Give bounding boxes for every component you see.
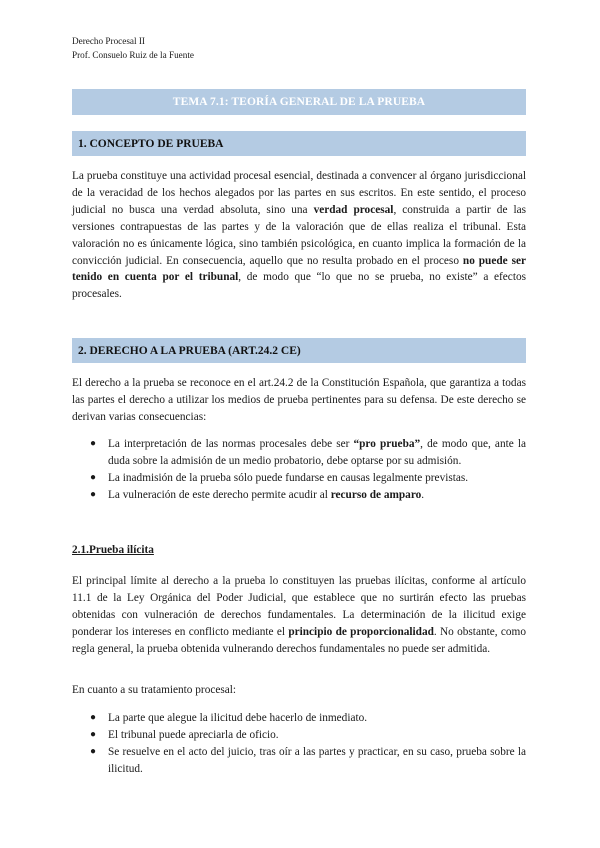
bold-term: no puede ser tenido en cuenta por el tribunal <box>72 254 526 284</box>
text-run: , construida a partir de las versiones contrapuestas de las partes y de la valoración que de ellas realiza el tribunal. Esta valoración no es únicamente lógica, sino también psicológica, en cuanto implica la formación de la convicción judicial. En consecuencia, aquello que no resulta probado en el proceso <box>72 203 527 267</box>
bullet-icon: ● <box>90 488 97 500</box>
bold-term: “pro prueba” <box>353 438 421 450</box>
section-2-bullet-list <box>72 436 526 504</box>
page-header <box>72 34 194 62</box>
section-1-heading: 1. CONCEPTO DE PRUEBA <box>72 131 526 156</box>
bold-term: principio de proporcionalidad <box>288 625 434 638</box>
bullet-icon: ● <box>90 745 97 757</box>
bold-term: verdad procesal <box>313 203 394 216</box>
text-run: La prueba constituye una actividad procesal esencial, destinada a convencer al órgano jurisdiccional de la veracidad de los hechos alegados por las partes en sus escritos. En este sentido, el proceso judicial no busca una verdad absoluta, sino una <box>72 170 526 216</box>
section-1-paragraph <box>72 168 526 303</box>
professor-name: Prof. Consuelo Ruiz de la Fuente <box>72 50 194 60</box>
list-item <box>72 470 526 487</box>
list-item <box>72 710 526 727</box>
text-run: , de modo que, ante la duda sobre la admisión de un medio probatorio, debe optarse por su admisión. <box>108 438 526 467</box>
course-name: Derecho Procesal II <box>72 36 145 46</box>
list-item <box>72 487 526 504</box>
bullet-icon: ● <box>90 728 97 740</box>
section-2-1-heading: 2.1.Prueba ilícita <box>72 544 154 556</box>
bullet-icon: ● <box>90 471 97 483</box>
bullet-icon: ● <box>90 712 97 723</box>
text-run: , de modo que “lo que no se prueba, no existe” a efectos procesales. <box>72 271 527 301</box>
text-run: El tribunal puede apreciarla de oficio. <box>108 728 279 741</box>
list-item <box>72 436 526 470</box>
text-run: El principal límite al derecho a la prueba lo constituyen las pruebas ilícitas, conforme al artículo 11.1 de la Ley Orgánica del Poder Judicial, que establece que no surtirán efecto las pruebas obtenidas con vulneración de derechos fundamentales. La determinación de la ilicitud exige ponderar los intereses en conflicto mediante el <box>72 575 526 638</box>
section-2-heading: 2. DERECHO A LA PRUEBA (ART.24.2 CE) <box>72 338 526 363</box>
list-item <box>72 727 526 744</box>
text-run: La inadmisión de la prueba sólo puede fundarse en causas legalmente previstas. <box>108 471 469 484</box>
section-2-intro: El derecho a la prueba se reconoce en el art.24.2 de la Constitución Española, que garantiza a todas las partes el derecho a utilizar los medios de prueba pertinentes para su defensa. De este derecho se derivan varias consecuencias: <box>72 377 526 423</box>
text-run: Se resuelve en el acto del juicio, tras oír a las partes y practicar, en su caso, prueba sobre la ilicitud. <box>108 745 526 775</box>
text-run: La vulneración de este derecho permite acudir al <box>108 488 331 501</box>
list-item <box>72 744 526 778</box>
treatment-intro: En cuanto a su tratamiento procesal: <box>72 684 237 696</box>
document-title: TEMA 7.1: TEORÍA GENERAL DE LA PRUEBA <box>72 89 526 115</box>
bullet-icon: ● <box>90 438 97 449</box>
section-2-1-bullet-list <box>72 710 526 778</box>
text-run: . No obstante, como regla general, la prueba obtenida vulnerando derechos fundamentales no puede ser admitida. <box>72 625 526 655</box>
text-run: La interpretación de las normas procesales debe ser <box>108 438 354 450</box>
section-2-1-paragraph <box>72 573 526 658</box>
text-run: La parte que alegue la ilicitud debe hacerlo de inmediato. <box>108 712 368 724</box>
text-run: . <box>421 488 425 501</box>
bold-term: recurso de amparo <box>330 488 422 501</box>
